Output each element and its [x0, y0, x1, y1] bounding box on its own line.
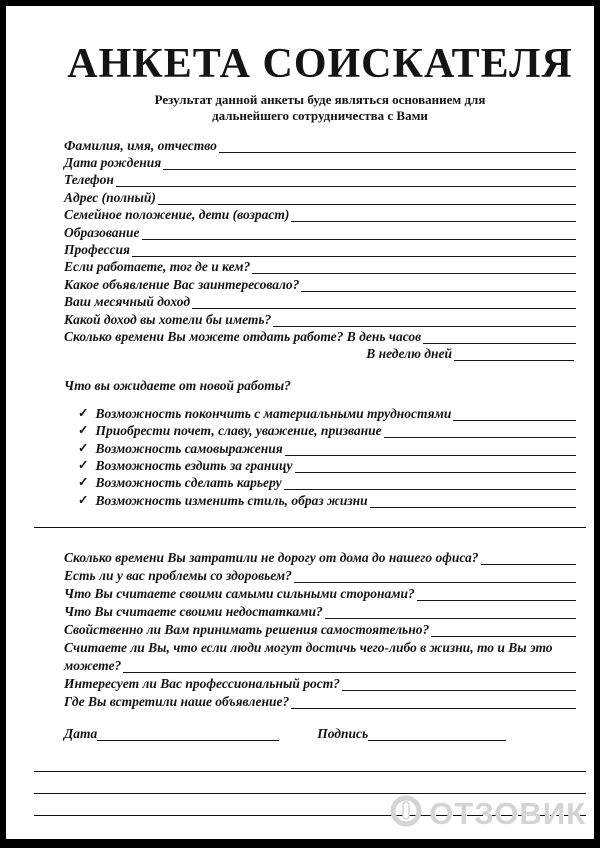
- checklist-item: [78, 457, 576, 474]
- page-title: АНКЕТА СОИСКАТЕЛЯ: [67, 41, 573, 87]
- question-underline: [417, 599, 576, 601]
- question-label: Что Вы считаете своими недостатками?: [64, 603, 323, 619]
- question-row: [64, 692, 576, 710]
- question-underline: [123, 671, 576, 673]
- signature-label: Подпись: [317, 725, 369, 741]
- checklist-item: [78, 422, 576, 439]
- section-divider: [34, 527, 586, 528]
- signature-underline: [368, 739, 506, 741]
- field-underline: [423, 342, 576, 344]
- page-subtitle: [64, 92, 576, 124]
- checklist-label: Приобрести почет, славу, уважение, призвание: [95, 423, 382, 439]
- check-icon: ✓: [78, 423, 89, 438]
- field-label: Какой доход вы хотели бы иметь?: [64, 311, 272, 327]
- personal-fields-section: [64, 136, 576, 362]
- subtitle-line-2: дальнейшего сотрудничества с Вами: [212, 108, 428, 124]
- checklist-item: [78, 404, 576, 421]
- checklist-underline: [384, 436, 576, 438]
- field-underline: [291, 220, 576, 222]
- form-field-row: [64, 206, 576, 223]
- field-label: Фамилия, имя, отчество: [64, 137, 217, 153]
- question-label: Свойственно ли Вам принимать решения самостоятельно?: [64, 621, 430, 637]
- question-row: [64, 548, 576, 566]
- question-label: Сколько времени Вы затратили не дорогу от дома до нашего офиса?: [64, 549, 479, 565]
- field-underline: [132, 255, 576, 257]
- question-row: [64, 566, 576, 584]
- field-label: Телефон: [64, 172, 114, 188]
- form-field-row: [64, 136, 576, 153]
- checklist-label: Возможность самовыражения: [95, 440, 283, 456]
- document-page: [6, 6, 594, 839]
- field-label: Адрес (полный): [64, 189, 156, 205]
- checklist-label: Возможность сделать карьеру: [95, 475, 282, 491]
- checklist-label: Возможность покончить с материальными трудностями: [95, 405, 452, 421]
- question-label: можете?: [64, 657, 122, 673]
- check-icon: ✓: [78, 440, 89, 455]
- per-week-label: В неделю дней: [366, 346, 452, 362]
- check-icon: ✓: [78, 492, 89, 507]
- field-label: Какое объявление Вас заинтересовало?: [64, 276, 300, 292]
- question-underline: [431, 635, 576, 637]
- checklist-item: [78, 474, 576, 491]
- checklist-underline: [295, 471, 577, 473]
- question-row: [64, 638, 576, 656]
- field-underline: [301, 290, 576, 292]
- field-label: Сколько времени Вы можете отдать работе? В день часов: [64, 328, 422, 344]
- subtitle-line-1: Результат данной анкеты буде являться основанием для: [154, 92, 486, 108]
- form-field-row: [64, 154, 576, 171]
- field-underline: [142, 238, 576, 240]
- field-underline: [219, 151, 576, 153]
- form-field-row: [64, 241, 576, 258]
- otzovik-watermark: [388, 793, 586, 834]
- question-label: Где Вы встретили наше объявление?: [64, 693, 290, 709]
- field-underline: [273, 325, 576, 327]
- field-label: Если работаете, тог де и кем?: [64, 259, 251, 275]
- question-label: Считаете ли Вы, что если люди могут достичь чего-либо в жизни, то и Вы это: [64, 639, 553, 655]
- form-field-row: [64, 275, 576, 292]
- question-label: Интересует ли Вас профессиональный рост?: [64, 675, 340, 691]
- expectations-heading: Что вы ожидаете от новой работы?: [64, 378, 291, 394]
- date-underline: [97, 739, 279, 741]
- checklist-item: [78, 491, 576, 508]
- form-field-row: [64, 310, 576, 327]
- checklist-underline: [284, 488, 576, 490]
- field-underline: [158, 203, 576, 205]
- form-field-row: [64, 293, 576, 310]
- question-row: [64, 602, 576, 620]
- form-field-row: [64, 223, 576, 240]
- form-field-row: [64, 258, 576, 275]
- checklist-underline: [453, 419, 576, 421]
- question-row: [64, 584, 576, 602]
- field-label: Ваш месячный доход: [64, 294, 191, 310]
- question-row: [64, 620, 576, 638]
- checklist-underline: [285, 454, 576, 456]
- question-underline: [342, 689, 576, 691]
- per-week-row: [64, 345, 576, 362]
- check-icon: ✓: [78, 475, 89, 490]
- blank-line: [34, 772, 586, 794]
- field-underline: [163, 168, 576, 170]
- field-label: Дата рождения: [64, 155, 162, 171]
- field-label: Профессия: [64, 242, 130, 258]
- question-underline: [481, 563, 576, 565]
- check-icon: ✓: [78, 457, 89, 472]
- expectations-checklist: [64, 404, 576, 508]
- form-field-row: [64, 328, 576, 345]
- form-field-row: [64, 171, 576, 188]
- checklist-label: Возможность ездить за границу: [95, 457, 293, 473]
- question-underline: [291, 707, 576, 709]
- question-label: Есть ли у вас проблемы со здоровьем?: [64, 567, 292, 583]
- watermark-text: ОТЗОВИК: [429, 795, 586, 831]
- question-underline: [294, 581, 576, 583]
- signature-row: [64, 724, 576, 742]
- question-underline: [325, 617, 576, 619]
- form-field-row: [64, 188, 576, 205]
- otzovik-logo-icon: [388, 793, 424, 834]
- field-underline: [116, 185, 576, 187]
- blank-line: [34, 750, 586, 772]
- checklist-item: [78, 439, 576, 456]
- questions-section: [64, 548, 576, 710]
- field-underline: [454, 359, 574, 361]
- field-underline: [252, 272, 576, 274]
- field-label: Семейное положение, дети (возраст): [64, 207, 290, 223]
- checklist-label: Возможность изменить стиль, образ жизни: [95, 492, 368, 508]
- question-row-continued: [64, 656, 576, 674]
- question-row: [64, 674, 576, 692]
- check-icon: ✓: [78, 405, 89, 420]
- checklist-underline: [370, 506, 576, 508]
- field-label: Образование: [64, 224, 140, 240]
- date-label: Дата: [64, 725, 98, 741]
- question-label: Что Вы считаете своими самыми сильными сторонами?: [64, 585, 415, 601]
- field-underline: [192, 307, 576, 309]
